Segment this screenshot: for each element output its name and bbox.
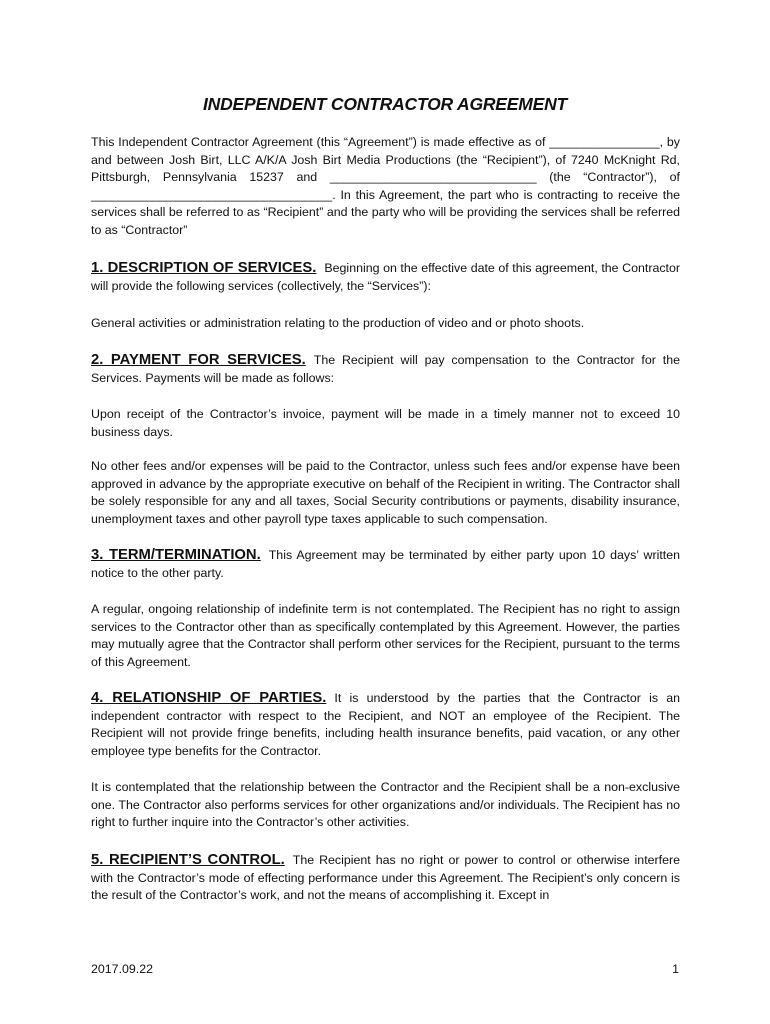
section-5-text: The Recipient has no right or power to control or otherwise interfere with the Contractor’s mode of effecting performance under this Agreement. The Recipient’s only concern is the result of the Contractor’s work, and not the means of accomplishing it. Except in: [91, 853, 681, 903]
section-2-text: The Recipient will pay compensation to the Contractor for the Services. Payments will be made as follows:: [91, 353, 680, 385]
section-4-paragraph-1: It is contemplated that the relationship between the Contractor and the Recipient shall be a non-exclusive one. The Contractor also performs services for other organizations and/or individuals. The Recipient has no right to further inquire into the Contractor’s other activities.: [91, 780, 680, 830]
section-2-heading: 2. PAYMENT FOR SERVICES.: [91, 352, 306, 368]
section-1-text: Beginning on the effective date of this agreement, the Contractor will provide the following services (collectively, the “Services”):: [91, 261, 680, 293]
intro-paragraph: This Independent Contractor Agreement (this “Agreement”) is made effective as of ________________, by and between Josh Birt, LLC A/K/A Josh Birt Media Productions (the “Recipient”), of 7240 McKnight Rd, Pittsburgh, Pennsylvania 15237 and ______________________________ (the “Contractor”), of ___________________________________. In this Agreement, the part who is contracting to receive the services shall be referred to as “Recipient” and the party who will be providing the services shall be referred to as “Contractor”: [91, 135, 680, 237]
section-5: [91, 852, 680, 905]
section-2: [91, 352, 680, 387]
section-1-heading: 1. DESCRIPTION OF SERVICES.: [91, 260, 317, 276]
section-4: [91, 690, 680, 760]
section-3: [91, 547, 680, 582]
section-5-heading: 5. RECIPIENT’S CONTROL.: [91, 852, 285, 868]
section-3-paragraph-1: A regular, ongoing relationship of indefinite term is not contemplated. The Recipient has no right to assign services to the Contractor other than as specifically contemplated by this Agreement. However, the parties may mutually agree that the Contractor shall perform other services for the Recipient, pursuant to the terms of this Agreement.: [91, 602, 680, 669]
section-1-paragraph-1: General activities or administration relating to the production of video and or photo shoots.: [91, 316, 585, 330]
section-2-paragraph-2: No other fees and/or expenses will be paid to the Contractor, unless such fees and/or expense have been approved in advance by the appropriate executive on behalf of the Recipient in writing. The Contractor shall be solely responsible for any and all taxes, Social Security contributions or payments, disability insurance, unemployment taxes and other payroll type taxes applicable to such compensation.: [91, 459, 680, 526]
section-4-heading: 4. RELATIONSHIP OF PARTIES.: [91, 690, 327, 706]
page-number: 1: [672, 962, 679, 976]
section-3-heading: 3. TERM/TERMINATION.: [91, 547, 261, 563]
section-1: [91, 260, 680, 295]
document-title: INDEPENDENT CONTRACTOR AGREEMENT: [202, 94, 568, 114]
section-3-text: This Agreement may be terminated by either party upon 10 days’ written notice to the other party.: [91, 548, 680, 580]
section-2-paragraph-1: Upon receipt of the Contractor’s invoice, payment will be made in a timely manner not to exceed 10 business days.: [91, 407, 680, 439]
footer-date: 2017.09.22: [91, 962, 154, 976]
section-4-text: It is understood by the parties that the Contractor is an independent contractor with respect to the Recipient, and NOT an employee of the Recipient. The Recipient will not provide fringe benefits, including health insurance benefits, paid vacation, or any other employee type benefits for the Contractor.: [91, 691, 680, 758]
